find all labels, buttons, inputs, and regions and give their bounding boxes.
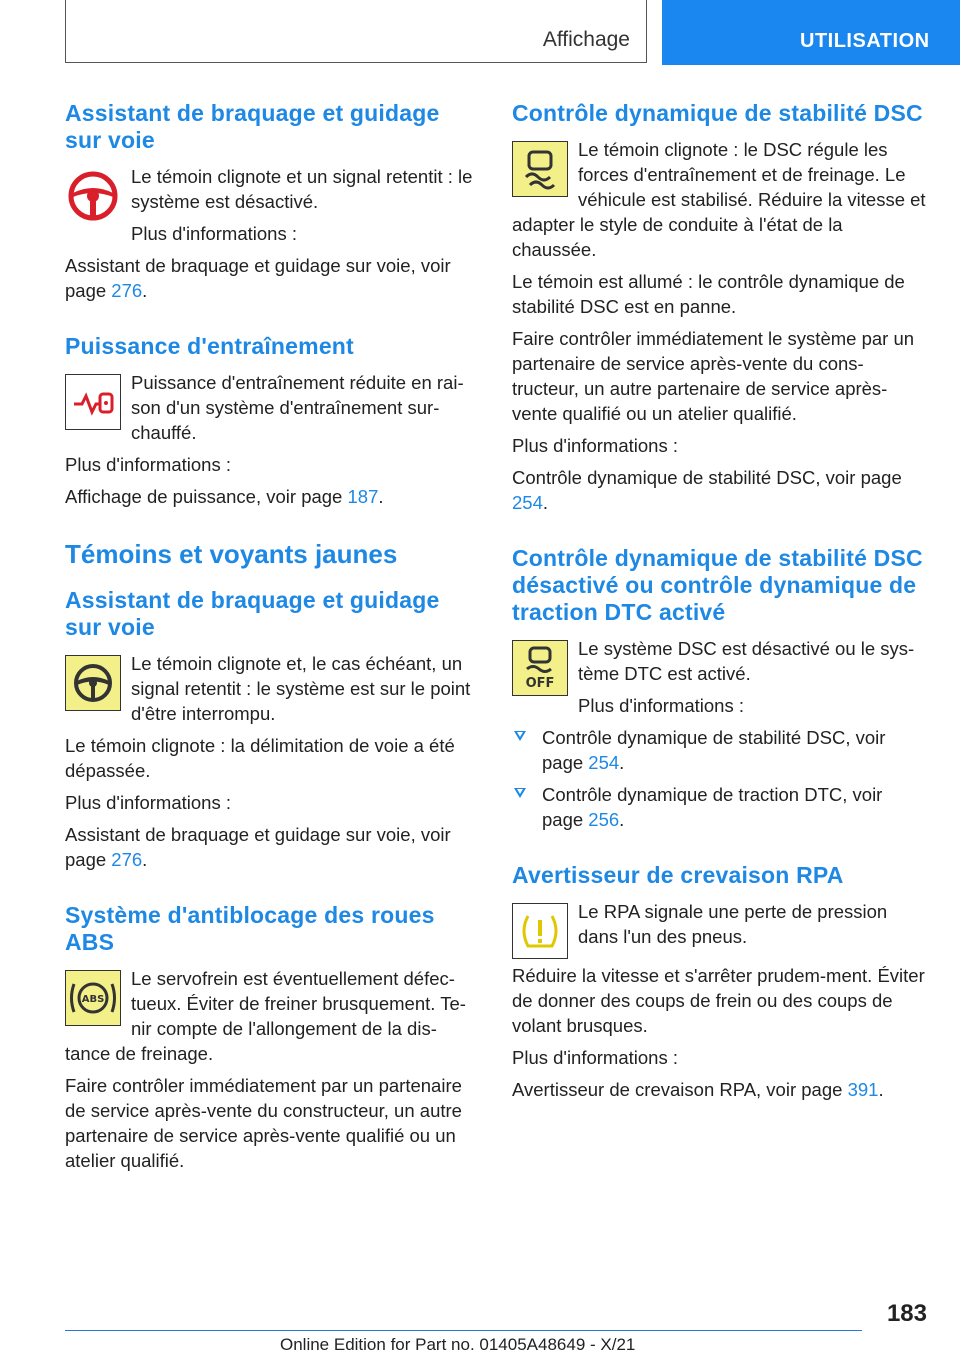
paragraph: Plus d'informations : [578, 695, 744, 716]
right-column [512, 100, 926, 1109]
paragraph: Le témoin clignote : la délimitation de voie a été dépassée. [65, 735, 455, 781]
warning-block [65, 966, 479, 1073]
section-title: Contrôle dynamique de stabilité DSC [512, 100, 923, 126]
section-title: Assistant de braquage et guidage sur voie [65, 587, 440, 640]
header-chapter-label: UTILISATION [800, 30, 930, 52]
paragraph: Réduire la vitesse et s'arrêter prudem-ment. Éviter de donner des coups de frein ou des coups de volant brusques. [512, 965, 925, 1036]
steering-wheel-red-icon [65, 168, 121, 224]
page-number: 183 [886, 1300, 927, 1327]
page-link[interactable]: 276 [111, 849, 143, 870]
paragraph: Le témoin est allumé : le contrôle dynamique de stabilité DSC est en panne. [512, 271, 905, 317]
paragraph: Le servofrein est éventuellement défec-tueux. Éviter de freiner brusquement. Te-nir compte de l'allongement de la dis-tance de freinage. [65, 968, 466, 1064]
paragraph: Assistant de braquage et guidage sur voie, voir page 276. [65, 824, 451, 870]
paragraph: Assistant de braquage et guidage sur voie, voir page 276. [65, 255, 451, 301]
page-link[interactable]: 256 [588, 809, 620, 830]
section-title: Assistant de braquage et guidage sur voie [65, 100, 440, 153]
triangle-bullet-icon [514, 731, 526, 741]
bullet-list [512, 725, 926, 832]
paragraph: Avertisseur de crevaison RPA, voir page 391. [512, 1079, 884, 1100]
paragraph: Plus d'informations : [512, 435, 678, 456]
footer-divider [65, 1330, 862, 1331]
dsc-off-icon [512, 640, 568, 696]
page-link[interactable]: 391 [847, 1079, 879, 1100]
chapter-heading: Témoins et voyants jaunes [65, 539, 398, 569]
paragraph: Affichage de puissance, voir page 187. [65, 486, 384, 507]
paragraph: Puissance d'entraînement réduite en rai-son d'un système d'entraînement sur-chauffé. [131, 372, 464, 443]
warning-block [65, 164, 479, 253]
page-link[interactable]: 276 [111, 280, 143, 301]
paragraph: Le système DSC est désactivé ou le sys-tème DTC est activé. [578, 638, 915, 684]
section-title: Contrôle dynamique de stabilité DSC désactivé ou contrôle dynamique de traction DTC activé [512, 545, 923, 625]
list-item: Contrôle dynamique de stabilité DSC, voir page 254. [512, 725, 926, 775]
warning-block [512, 636, 926, 725]
abs-icon [65, 970, 121, 1026]
header-chapter-tab [662, 0, 960, 65]
paragraph: Le témoin clignote : le DSC régule les forces d'entraînement et de freinage. Le véhicule est stabilisé. Réduire la vitesse et adapter le style de conduite à l'état de la chaussée. [512, 139, 926, 260]
warning-block [512, 899, 926, 963]
header-section-title: Affichage [542, 28, 630, 51]
steering-wheel-yellow-icon [65, 655, 121, 711]
svg-text:ABS: ABS [81, 994, 105, 1005]
section-title: Système d'antiblocage des roues ABS [65, 902, 435, 955]
section-title: Puissance d'entraînement [65, 333, 354, 359]
page-link[interactable]: 187 [347, 486, 379, 507]
paragraph: Plus d'informations : [65, 792, 231, 813]
paragraph: Faire contrôler immédiatement le système par un partenaire de service après-vente du cons-tructeur, un autre partenaire de service après-vente qualifié ou un atelier qualifié. [512, 328, 915, 424]
paragraph: Plus d'informations : [65, 454, 231, 475]
paragraph: Contrôle dynamique de stabilité DSC, voir page 254. [512, 467, 902, 513]
page-link[interactable]: 254 [512, 492, 543, 513]
drivetrain-power-icon [65, 374, 121, 430]
triangle-bullet-icon [514, 788, 526, 798]
paragraph: Faire contrôler immédiatement par un partenaire de service après-vente du constructeur, un autre partenaire de service après-vente qualifié ou un atelier qualifié. [65, 1075, 462, 1171]
tire-pressure-icon [512, 903, 568, 959]
paragraph: Le témoin clignote et un signal retentit : le système est désactivé. [131, 166, 473, 212]
paragraph: Plus d'informations : [131, 223, 297, 244]
paragraph: Plus d'informations : [512, 1047, 678, 1068]
svg-text:OFF: OFF [525, 676, 555, 691]
warning-block [512, 137, 926, 269]
list-item: Contrôle dynamique de traction DTC, voir page 256. [512, 782, 926, 832]
page-link[interactable]: 254 [588, 752, 620, 773]
warning-block [65, 651, 479, 733]
paragraph: Le témoin clignote et, le cas échéant, un signal retentit : le système est sur le point d'être interrompu. [131, 653, 471, 724]
dsc-icon [512, 141, 568, 197]
section-title: Avertisseur de crevaison RPA [512, 862, 844, 888]
footer-edition: Online Edition for Part no. 01405A48649 - X/21 [280, 1335, 636, 1354]
warning-block [65, 370, 479, 452]
paragraph: Le RPA signale une perte de pression dans l'un des pneus. [578, 901, 888, 947]
left-column [65, 100, 479, 1180]
